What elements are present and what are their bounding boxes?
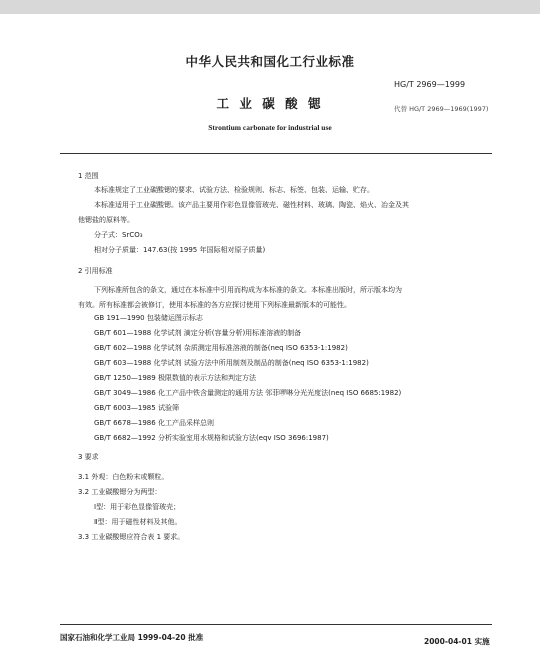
- implementation-date: 2000-04-01 实施: [424, 637, 490, 646]
- type-i: Ⅰ型：用于彩色显像管玻壳；: [94, 503, 181, 511]
- section-1-para-1: 本标准规定了工业碳酸锶的要求、试验方法、检验规则、标志、标签、包装、运输、贮存。: [94, 186, 374, 194]
- section-2-heading: 2 引用标准: [78, 267, 113, 275]
- molecular-formula: 分子式：SrCO₃: [94, 231, 143, 239]
- national-standard-title: 中华人民共和国化工行业标准: [185, 54, 355, 69]
- reference-item: GB/T 601—1988 化学试剂 滴定分析(容量分析)用标准溶液的制备: [94, 329, 302, 337]
- standard-number: HG/T 2969—1999: [394, 80, 466, 89]
- clause-3-2: 3.2 工业碳酸锶分为两型：: [78, 488, 162, 496]
- section-1-para-2b: 他锶盐的原料等。: [78, 216, 134, 224]
- reference-item: GB/T 6682—1992 分析实验室用水规格和试验方法(eqv ISO 3696:1987): [94, 434, 329, 442]
- replaces-note: 代替 HG/T 2969—1969(1997): [394, 105, 489, 113]
- reference-item: GB/T 3049—1986 化工产品中铁含量测定的通用方法 邻菲啰啉分光光度法(neq ISO 6685:1982): [94, 389, 402, 397]
- clause-3-3: 3.3 工业碳酸锶应符合表 1 要求。: [78, 533, 185, 541]
- molecular-mass: 相对分子质量：147.63(按 1995 年国际相对原子质量): [94, 246, 266, 254]
- section-2-intro-a: 下列标准所包含的条文，通过在本标准中引用而构成为本标准的条文。本标准出版时，所示版本均为: [94, 286, 402, 294]
- reference-item: GB/T 603—1988 化学试剂 试验方法中所用制剂及制品的制备(neq ISO 6353-1:1982): [94, 359, 369, 367]
- top-frame-band: [0, 0, 540, 14]
- reference-item: GB/T 6678—1986 化工产品采样总则: [94, 419, 214, 427]
- section-2-intro-b: 有效。所有标准都会被修订，使用本标准的各方应探讨使用下列标准最新版本的可能性。: [78, 301, 351, 309]
- reference-item: GB/T 6003—1985 试验筛: [94, 404, 179, 412]
- type-ii: Ⅱ型：用于磁性材料及其他。: [94, 518, 182, 526]
- section-3-heading: 3 要求: [78, 453, 99, 461]
- clause-3-1: 3.1 外观：白色粉末或颗粒。: [78, 473, 169, 481]
- reference-item: GB/T 1250—1989 极限数值的表示方法和判定方法: [94, 374, 256, 382]
- footer-rule: [60, 624, 492, 625]
- english-title: Strontium carbonate for industrial use: [208, 123, 332, 132]
- approval-date: 国家石油和化学工业局 1999-04-20 批准: [60, 633, 204, 642]
- reference-item: GB 191—1990 包装储运图示标志: [94, 314, 203, 322]
- header-rule: [60, 153, 492, 154]
- reference-item: GB/T 602—1988 化学试剂 杂质测定用标准溶液的制备(neq ISO 6353-1:1982): [94, 344, 348, 352]
- section-1-para-2a: 本标准适用于工业碳酸锶。该产品主要用作彩色显像管玻壳、磁性材料、玻璃、陶瓷、焰火、冶金及其: [94, 201, 409, 209]
- standard-title: 工 业 碳 酸 锶: [216, 96, 324, 111]
- section-1-heading: 1 范围: [78, 172, 99, 180]
